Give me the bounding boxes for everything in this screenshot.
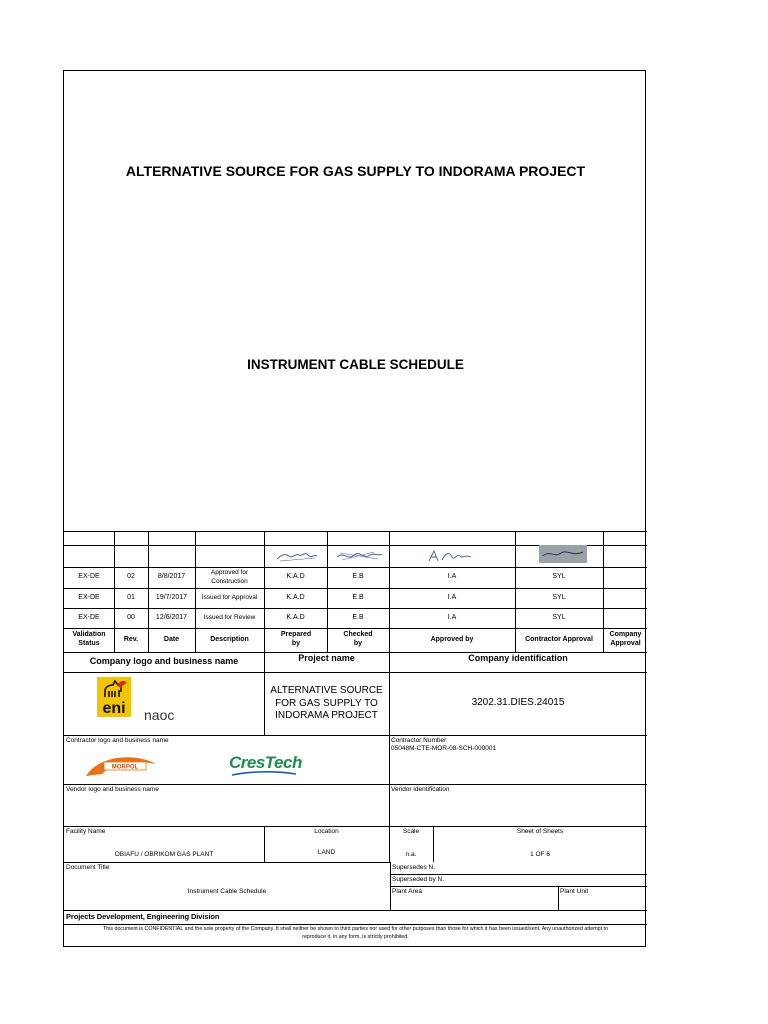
crestech-logo-swoosh — [231, 771, 297, 777]
row-status: EX-DE — [78, 593, 100, 601]
row-checked: E.B — [352, 593, 364, 601]
header-company-approval: Company Approval — [609, 631, 642, 647]
project-name-value: ALTERNATIVE SOURCE FOR GAS SUPPLY TO INDORAMA PROJECT — [270, 685, 383, 722]
row-checked: E.B — [352, 613, 364, 621]
header-validation-status: Validation Status — [72, 631, 106, 647]
morpol-logo — [84, 754, 158, 780]
naoc-logo-text: naoc — [144, 707, 175, 723]
document-title-value: Instrument Cable Schedule — [187, 887, 267, 895]
row-contractor: SYL — [552, 573, 566, 581]
eni-logo-box — [97, 700, 131, 717]
company-id-label: Company identification — [468, 653, 568, 664]
row-status: EX-DE — [78, 573, 100, 581]
row-prepared: K.A.D — [286, 593, 305, 601]
superseded-by-label: Superseded by N. — [392, 876, 445, 883]
confidential-notice — [64, 926, 647, 941]
row-description: Approved for Construction — [210, 569, 249, 585]
confidential-line-2: reproduce it, in any form, is strictly prohibited. — [302, 933, 409, 940]
row-status: EX-DE — [78, 613, 100, 621]
location-label: Location — [314, 827, 339, 835]
contractor-signature-stamp — [539, 545, 587, 563]
row-date: 8/8/2017 — [157, 573, 186, 581]
crestech-logo-text: CresTech — [229, 753, 302, 772]
row-contractor: SYL — [552, 613, 566, 621]
document-sheet — [63, 70, 646, 947]
row-approved: I.A — [447, 613, 457, 621]
row-rev: 02 — [127, 573, 135, 581]
contractor-number-value: 05048M-CTE-MOR-08-SCH-000001 — [391, 745, 497, 752]
sheet-label: Sheet of Sheets — [516, 827, 564, 835]
plant-unit-label: Plant Unit — [560, 888, 589, 895]
document-title-label: Document Title — [66, 864, 110, 871]
contractor-logo-label: Contractor logo and business name — [66, 737, 169, 744]
company-id-value: 3202.31.DIES.24015 — [471, 696, 565, 708]
scale-value: n.a. — [405, 850, 417, 858]
contractor-number-label: Contractor Number — [391, 737, 447, 744]
vendor-id-label: Vendor identification — [391, 786, 450, 793]
row-description: Issued for Review — [203, 613, 256, 621]
header-approved: Approved by — [430, 635, 474, 643]
vendor-logo-label: Vendor logo and business name — [66, 786, 159, 793]
row-rev: 00 — [127, 613, 135, 621]
eni-six-legged-dog-logo — [97, 677, 131, 701]
facility-name-label: Facility Name — [66, 828, 106, 835]
header-checked: Checked by — [343, 631, 373, 647]
supersedes-label: Supersedes N. — [392, 864, 435, 871]
row-prepared: K.A.D — [286, 573, 305, 581]
row-approved: I.A — [447, 593, 457, 601]
checked-signature — [334, 547, 384, 565]
plant-area-label: Plant Area — [392, 888, 422, 895]
row-description: Issued for Approval — [201, 593, 258, 601]
header-contractor-approval: Contractor Approval — [525, 635, 593, 643]
eni-logo-text: eni — [102, 700, 126, 717]
row-prepared: K.A.D — [286, 613, 305, 621]
row-contractor: SYL — [552, 593, 566, 601]
row-rev: 01 — [127, 593, 135, 601]
location-value: LAND — [317, 848, 336, 856]
row-date: 12/6/2017 — [155, 613, 188, 621]
facility-name-value: OBIAFU / OBRIKOM GAS PLANT — [114, 850, 214, 858]
sheet-value: 1 OF 6 — [530, 850, 550, 858]
row-date: 19/7/2017 — [155, 593, 188, 601]
header-rev: Rev. — [123, 635, 139, 643]
division-label: Projects Development, Engineering Division — [66, 912, 220, 921]
document-title: INSTRUMENT CABLE SCHEDULE — [247, 357, 464, 372]
row-approved: I.A — [447, 573, 457, 581]
company-logo-label: Company logo and business name — [89, 656, 239, 667]
project-name-label: Project name — [298, 653, 355, 664]
approved-signature — [426, 548, 474, 565]
project-title: ALTERNATIVE SOURCE FOR GAS SUPPLY TO INDORAMA PROJECT — [125, 163, 586, 179]
morpol-logo-text: MORPOL — [111, 764, 139, 771]
header-description: Description — [210, 635, 249, 643]
header-prepared: Prepared by — [280, 631, 312, 647]
confidential-line-1: This document is CONFIDENTIAL and the sole property of the Company. It shall neither be shown to third parties nor used for other purposes than those for which it has been issued/sent. Any unauthorized attempt to — [103, 926, 608, 932]
header-date: Date — [163, 635, 180, 643]
prepared-signature — [275, 547, 319, 565]
scale-label: Scale — [402, 827, 420, 835]
row-checked: E.B — [352, 573, 364, 581]
